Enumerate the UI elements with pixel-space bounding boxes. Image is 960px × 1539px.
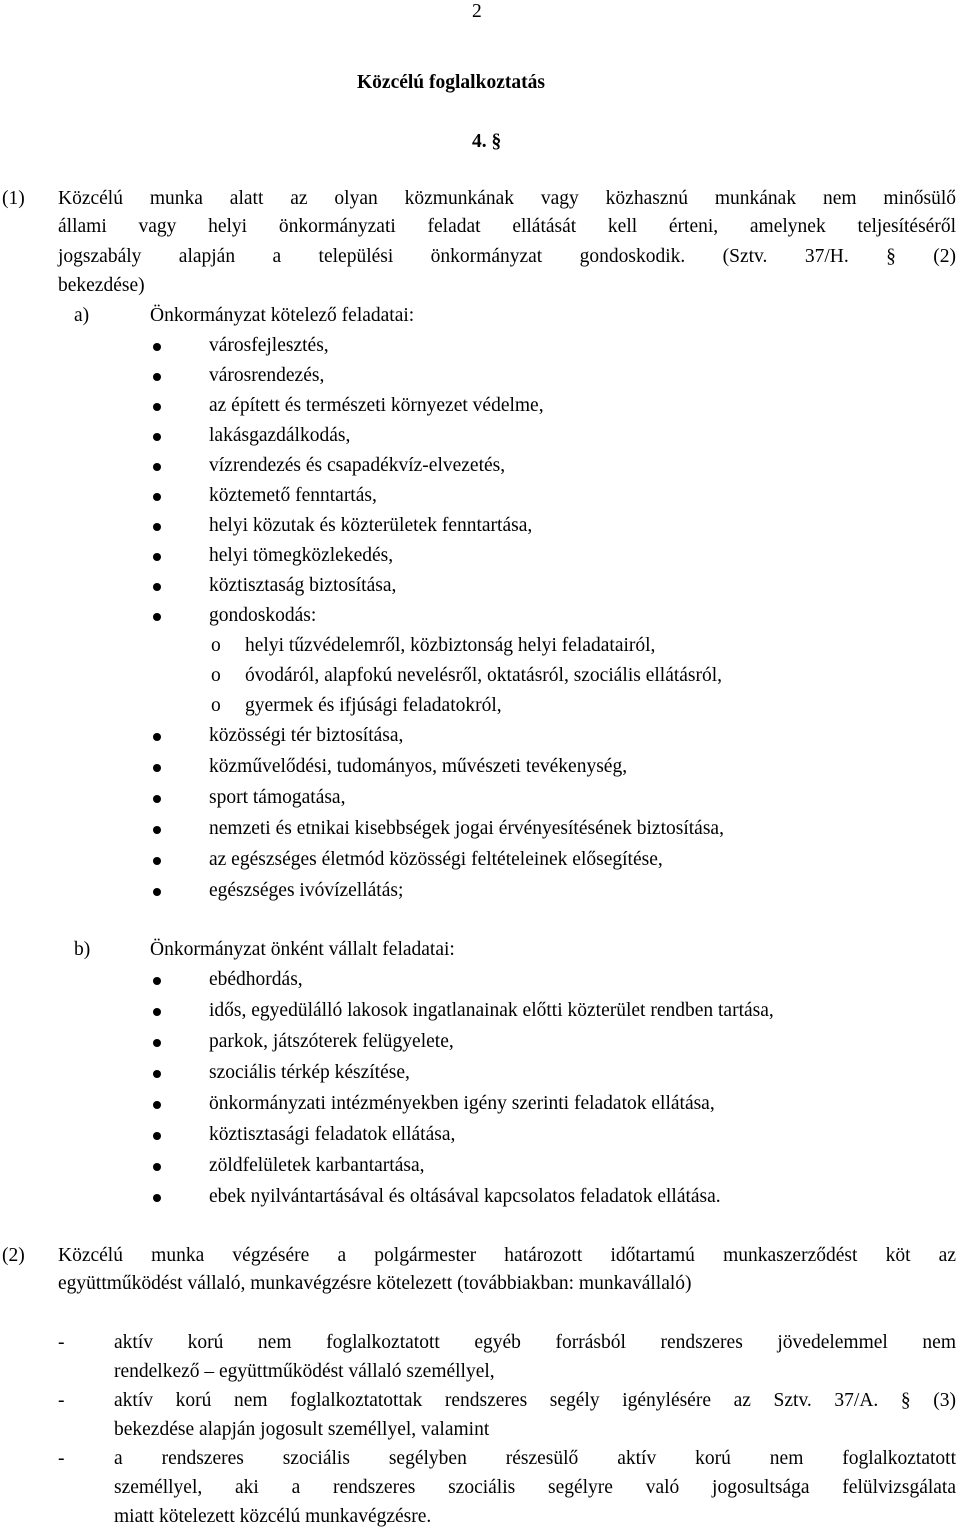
page-number: 2	[472, 1, 482, 22]
list-item: közösségi tér biztosítása,	[209, 725, 404, 746]
paragraph-2-line: együttműködést vállaló, munkavégzésre kötelezett (továbbiakban: munkavállaló)	[58, 1273, 692, 1294]
list-b-label: b)	[74, 939, 91, 960]
bullet-icon	[153, 1008, 161, 1016]
bullet-icon	[153, 493, 161, 501]
dash-item-line: aktív korú nem foglalkoztatott egyéb forrásból rendszeres jövedelemmel nem	[114, 1332, 956, 1353]
list-item: az épített és természeti környezet védelme,	[209, 395, 544, 416]
list-item: vízrendezés és csapadékvíz-elvezetés,	[209, 455, 506, 476]
circle-bullet-icon: o	[211, 695, 221, 716]
dash-item-line: bekezdése alapján jogosult személlyel, valamint	[114, 1419, 490, 1440]
dash-marker: -	[58, 1332, 65, 1353]
bullet-icon	[153, 1163, 161, 1171]
bullet-icon	[153, 826, 161, 834]
list-item: szociális térkép készítése,	[209, 1062, 410, 1083]
dash-item-line: aktív korú nem foglalkoztatottak rendszeres segély igénylésére az Sztv. 37/A. § (3)	[114, 1390, 956, 1411]
list-item: nemzeti és etnikai kisebbségek jogai érvényesítésének biztosítása,	[209, 818, 724, 839]
list-a-label: a)	[74, 305, 90, 326]
list-item: városrendezés,	[209, 365, 325, 386]
dash-item-line: a rendszeres szociális segélyben részesülő aktív korú nem foglalkoztatott	[114, 1448, 956, 1469]
bullet-icon	[153, 553, 161, 561]
list-item: idős, egyedülálló lakosok ingatlanainak előtti közterület rendben tartása,	[209, 1000, 774, 1021]
bullet-icon	[153, 583, 161, 591]
sub-list-item: gyermek és ifjúsági feladatokról,	[245, 695, 502, 716]
list-item: helyi tömegközlekedés,	[209, 545, 394, 566]
page-title: Közcélú foglalkoztatás	[357, 72, 545, 93]
circle-bullet-icon: o	[211, 635, 221, 656]
bullet-icon	[153, 857, 161, 865]
paragraph-1-number: (1)	[2, 188, 25, 209]
list-item: gondoskodás:	[209, 605, 317, 626]
list-item: helyi közutak és közterületek fenntartása,	[209, 515, 533, 536]
bullet-icon	[153, 733, 161, 741]
dash-item-line: rendelkező – együttműködést vállaló személlyel,	[114, 1361, 495, 1382]
list-item: sport támogatása,	[209, 787, 346, 808]
paragraph-1-line: bekezdése)	[58, 275, 145, 296]
list-b-heading: Önkormányzat önként vállalt feladatai:	[150, 939, 455, 960]
list-item: egészséges ivóvízellátás;	[209, 880, 404, 901]
dash-item-line: miatt kötelezett közcélú munkavégzésre.	[114, 1506, 432, 1527]
list-item: zöldfelületek karbantartása,	[209, 1155, 425, 1176]
list-item: ebédhordás,	[209, 969, 303, 990]
circle-bullet-icon: o	[211, 665, 221, 686]
list-item: az egészséges életmód közösségi feltételeinek elősegítése,	[209, 849, 663, 870]
list-item: köztemető fenntartás,	[209, 485, 377, 506]
paragraph-2-line: Közcélú munka végzésére a polgármester határozott időtartamú munkaszerződést köt az	[58, 1245, 956, 1266]
bullet-icon	[153, 403, 161, 411]
dash-item-line: személlyel, aki a rendszeres szociális segélyre való jogosultsága felülvizsgálata	[114, 1477, 956, 1498]
list-item: lakásgazdálkodás,	[209, 425, 351, 446]
bullet-icon	[153, 1194, 161, 1202]
list-item: önkormányzati intézményekben igény szerinti feladatok ellátása,	[209, 1093, 715, 1114]
bullet-icon	[153, 523, 161, 531]
bullet-icon	[153, 343, 161, 351]
list-item: ebek nyilvántartásával és oltásával kapcsolatos feladatok ellátása.	[209, 1186, 721, 1207]
bullet-icon	[153, 373, 161, 381]
bullet-icon	[153, 795, 161, 803]
list-item: köztisztasági feladatok ellátása,	[209, 1124, 456, 1145]
bullet-icon	[153, 613, 161, 621]
bullet-icon	[153, 463, 161, 471]
list-item: városfejlesztés,	[209, 335, 329, 356]
paragraph-1-line: állami vagy helyi önkormányzati feladat ellátását kell érteni, amelynek teljesítéséről	[58, 216, 956, 237]
bullet-icon	[153, 1101, 161, 1109]
bullet-icon	[153, 1132, 161, 1140]
list-item: közművelődési, tudományos, művészeti tevékenység,	[209, 756, 628, 777]
bullet-icon	[153, 1070, 161, 1078]
dash-marker: -	[58, 1390, 65, 1411]
bullet-icon	[153, 433, 161, 441]
bullet-icon	[153, 977, 161, 985]
section-heading: 4. §	[472, 131, 502, 152]
sub-list-item: helyi tűzvédelemről, közbiztonság helyi feladatairól,	[245, 635, 656, 656]
paragraph-1-line: jogszabály alapján a települési önkormányzat gondoskodik. (Sztv. 37/H. § (2)	[58, 246, 956, 267]
list-a-heading: Önkormányzat kötelező feladatai:	[150, 305, 415, 326]
bullet-icon	[153, 1039, 161, 1047]
sub-list-item: óvodáról, alapfokú nevelésről, oktatásról, szociális ellátásról,	[245, 665, 723, 686]
list-item: köztisztaság biztosítása,	[209, 575, 397, 596]
bullet-icon	[153, 888, 161, 896]
dash-marker: -	[58, 1448, 65, 1469]
bullet-icon	[153, 764, 161, 772]
paragraph-1-line: Közcélú munka alatt az olyan közmunkának vagy közhasznú munkának nem minősülő	[58, 188, 956, 209]
list-item: parkok, játszóterek felügyelete,	[209, 1031, 454, 1052]
paragraph-2-number: (2)	[2, 1245, 25, 1266]
